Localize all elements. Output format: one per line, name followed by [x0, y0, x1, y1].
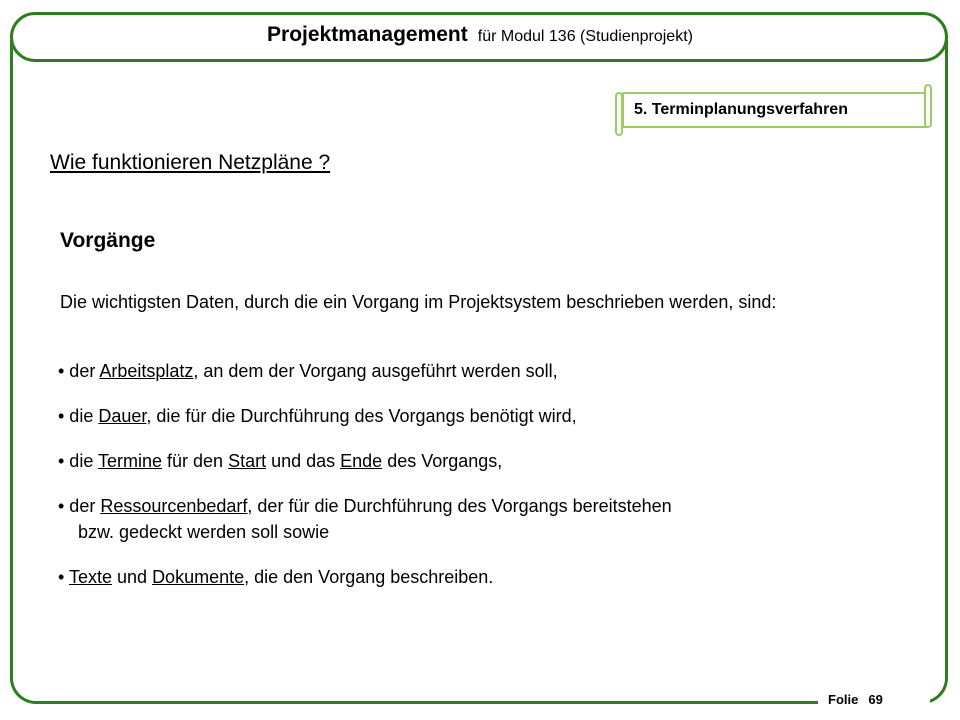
list-item	[58, 403, 918, 429]
term-dokumente: Dokumente	[152, 567, 245, 587]
bullet-text: • die	[58, 451, 98, 471]
footer	[828, 692, 893, 707]
term-termine: Termine	[98, 451, 163, 471]
list-item	[58, 564, 918, 590]
header-text	[0, 23, 960, 47]
bullet-continuation: bzw. gedeckt werden soll sowie	[78, 522, 330, 542]
frame-gap	[912, 690, 930, 706]
section-subtitle: Vorgänge	[60, 229, 156, 252]
list-item	[58, 448, 918, 474]
bullet-text: für den	[162, 451, 229, 471]
bullet-text: •	[58, 567, 69, 587]
term-dauer: Dauer	[98, 406, 147, 426]
slide-number: 69	[868, 692, 883, 707]
bullet-text: • die	[58, 406, 99, 426]
bullet-text: und	[112, 567, 153, 587]
bullet-text: , an dem der Vorgang ausgeführt werden soll,	[193, 361, 558, 381]
term-start: Start	[228, 451, 267, 471]
bullet-text: des Vorgangs,	[382, 451, 503, 471]
footer-label: Folie	[828, 692, 859, 707]
page-title: Wie funktionieren Netzpläne ?	[50, 151, 331, 174]
header-title: Projektmanagement	[267, 23, 468, 46]
bullet-text: • der	[58, 361, 100, 381]
bullet-text: , die den Vorgang beschreiben.	[244, 567, 494, 587]
list-item	[58, 358, 918, 384]
bullet-text: • der	[58, 496, 101, 516]
intro-paragraph: Die wichtigsten Daten, durch die ein Vorgang im Projektsystem beschrieben werden, sind:	[60, 292, 777, 312]
term-arbeitsplatz: Arbeitsplatz	[99, 361, 194, 381]
frame-bottom	[38, 701, 818, 704]
term-texte: Texte	[68, 567, 113, 587]
bullet-text: , der für die Durchführung des Vorgangs bereitstehen	[247, 496, 672, 516]
section-label: 5. Terminplanungsverfahren	[622, 92, 928, 128]
bullet-list	[58, 358, 918, 609]
scroll-curl-right	[924, 84, 932, 128]
header-subtitle: für Modul 136 (Studienprojekt)	[477, 28, 693, 45]
frame-left	[10, 40, 40, 704]
term-ende: Ende	[340, 451, 383, 471]
list-item	[58, 493, 918, 545]
bullet-text: und das	[266, 451, 341, 471]
bullet-text: , die für die Durchführung des Vorgangs benötigt wird,	[146, 406, 577, 426]
term-ressourcenbedarf: Ressourcenbedarf	[100, 496, 248, 516]
